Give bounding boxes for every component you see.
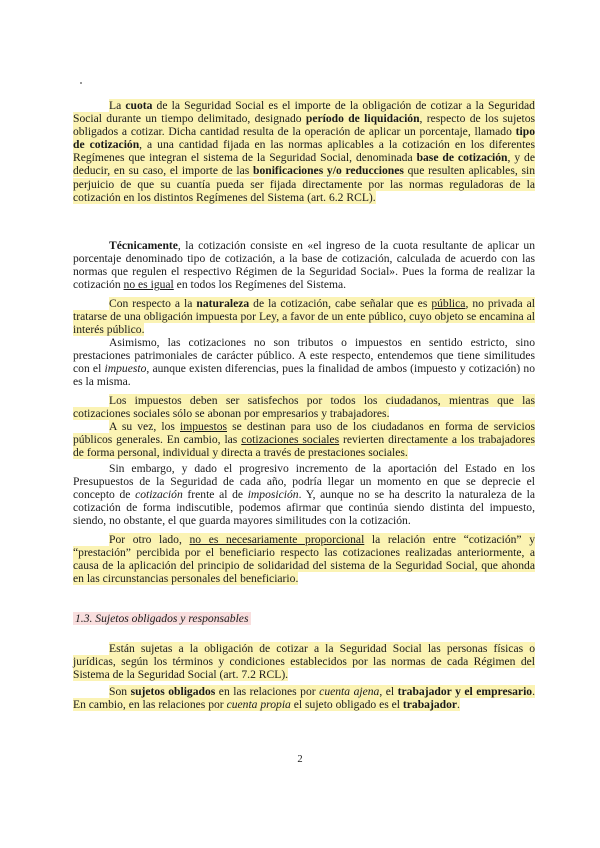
stray-mark (80, 82, 82, 84)
text-run: de la cotización, cabe señalar que es (249, 297, 432, 310)
text-run: cuenta ajena (319, 685, 380, 698)
paragraph-cuota-definition (73, 99, 535, 204)
text-run: pública (431, 297, 466, 310)
paragraph-sujetas (73, 642, 535, 681)
text-run: trabajador y el empresario (397, 685, 533, 698)
text-run: cotización (135, 488, 183, 502)
text-run: cotizaciones sociales (241, 433, 340, 447)
text-run: , respecto de los sujetos obligados a cotizar. Dicha cantidad resulta de la operación de aplicar un porcentaje, llamado (73, 112, 535, 139)
highlighted-text (73, 394, 535, 420)
text-run: Sin embargo, y dado el progresivo incremento de la aportación del Estado en los Presupuestos de la Seguridad de cada año, podría llegar un momento en que se deprecie el concepto de (73, 462, 535, 502)
text-run: Con respecto a la (109, 297, 197, 310)
text-run: Los impuestos deben ser satisfechos por todos los ciudadanos, mientras que las cotizaciones sociales sólo se abonan por empresarios y trabajadores. (73, 394, 535, 421)
text-run: naturaleza (196, 297, 250, 310)
text-run: se destinan para uso de los ciudadanos en forma de servicios públicos generales. En cambio, las (73, 420, 535, 447)
text-run: Son (109, 685, 131, 698)
paragraph-destino-impuestos (73, 420, 535, 459)
highlighted-text (73, 297, 535, 336)
text-run: Están sujetas a la obligación de cotizar a la Seguridad Social las personas físicas o jurídicas, según los términos y condiciones establecidos por las normas de cada Régimen del Sistema de la Seguridad Social (art. 7.2 RCL). (73, 642, 535, 682)
text-run: , aunque existen diferencias, pues la finalidad de ambos (impuesto y cotización) no es la misma. (73, 362, 535, 389)
text-run: no es necesariamente proporcional (189, 533, 365, 546)
text-run: , la cotización consiste en «el ingreso de la cuota resultante de aplicar un porcentaje denominado tipo de cotización, a la base de cotización, calculada de acuerdo con las normas que regulen el respectivo Régimen de la Seguridad Social». Pues la forma de realizar la cotización (73, 239, 535, 292)
text-run: cuota (125, 99, 153, 112)
text-run: de la Seguridad Social es el importe de la obligación de cotizar a la Seguridad Social durante un tiempo delimitado, designado (73, 99, 535, 126)
text-run: , a una cantidad fijada en las normas aplicables a la cotización en los diferentes Regímenes que integran el sistema de la Seguridad Social, denominada (73, 138, 535, 165)
text-run: cuenta propia (226, 698, 291, 712)
text-run: Por otro lado, (109, 533, 190, 546)
paragraph-text (73, 239, 535, 291)
text-run: tipo de cotización (73, 125, 535, 152)
text-run: el sujeto obligado es el (290, 698, 403, 712)
text-run: imposición (247, 488, 299, 502)
text-run: A su vez, los (109, 420, 180, 433)
text-run: frente al de (182, 488, 248, 502)
text-run: . En cambio, en las relaciones por (73, 685, 536, 712)
highlighted-text (73, 642, 535, 681)
text-run: . Y, aunque no se ha descrito la naturaleza de la cotización de forma indiscutible, podemos afirmar que continúa siendo distinta del impuesto, siendo, no obstante, el que guarda mayores similitudes con la cotización. (73, 488, 536, 528)
text-run: período de liquidación (305, 112, 420, 126)
text-run: base de cotización (416, 151, 508, 165)
text-run: no es igual (123, 278, 174, 292)
text-run: sujetos obligados (130, 685, 216, 698)
paragraph-text (73, 336, 535, 388)
paragraph-sujetos-obligados (73, 685, 535, 711)
highlighted-text (73, 685, 535, 711)
paragraph-text (73, 462, 535, 527)
highlighted-text (73, 99, 535, 204)
text-run: , el (379, 685, 398, 698)
text-run: la relación entre “cotización” y “prestación” percibida por el beneficiario respecto las cotizaciones realizadas anteriormente, a causa de la aplicación del principio de solidaridad del sistema de la Seguridad Social, que ahonda en las circunstancias personales del beneficiario. (73, 533, 535, 586)
text-run: impuestos (180, 420, 228, 433)
section-heading: 1.3. Sujetos obligados y responsables (73, 612, 251, 625)
text-run: revierten directamente a los trabajadores de forma personal, individual y directa a través de prestaciones sociales. (73, 433, 535, 460)
paragraph-sin-embargo (73, 462, 535, 527)
text-run: trabajador (402, 698, 458, 712)
text-run: Asimismo, las cotizaciones no son tributos o impuestos en sentido estricto, sino prestaciones patrimoniales de carácter público. A este respecto, entendemos que tiene similitudes con el (73, 336, 535, 376)
paragraph-tecnicamente (73, 239, 535, 291)
text-run: , y de deducir, en su caso, el importe de las (73, 151, 535, 178)
text-run: , no privada al tratarse de una obligación impuesta por Ley, a favor de un ente público, cuyo objeto se encamina al interés público. (73, 297, 535, 337)
text-run: en todos los Regímenes del Sistema. (173, 278, 347, 292)
highlighted-text (73, 533, 535, 585)
text-run: . (457, 698, 460, 712)
text-run: bonificaciones y/o reducciones (253, 164, 404, 178)
paragraph-naturaleza (73, 297, 535, 336)
paragraph-asimismo (73, 336, 535, 388)
text-run: Técnicamente (109, 239, 178, 252)
page-number: 2 (297, 754, 303, 765)
paragraph-proporcional (73, 533, 535, 585)
text-run: que resulten aplicables, sin perjuicio de que su cuantía pueda ser fijada directamente por las normas reguladoras de la cotización en los distintos Regímenes del Sistema (art. 6.2 RCL). (73, 164, 535, 204)
text-run: La (109, 99, 126, 112)
text-run: impuesto (104, 362, 147, 376)
highlighted-text (73, 420, 535, 459)
text-run: en las relaciones por (215, 685, 320, 698)
paragraph-impuestos (73, 394, 535, 420)
